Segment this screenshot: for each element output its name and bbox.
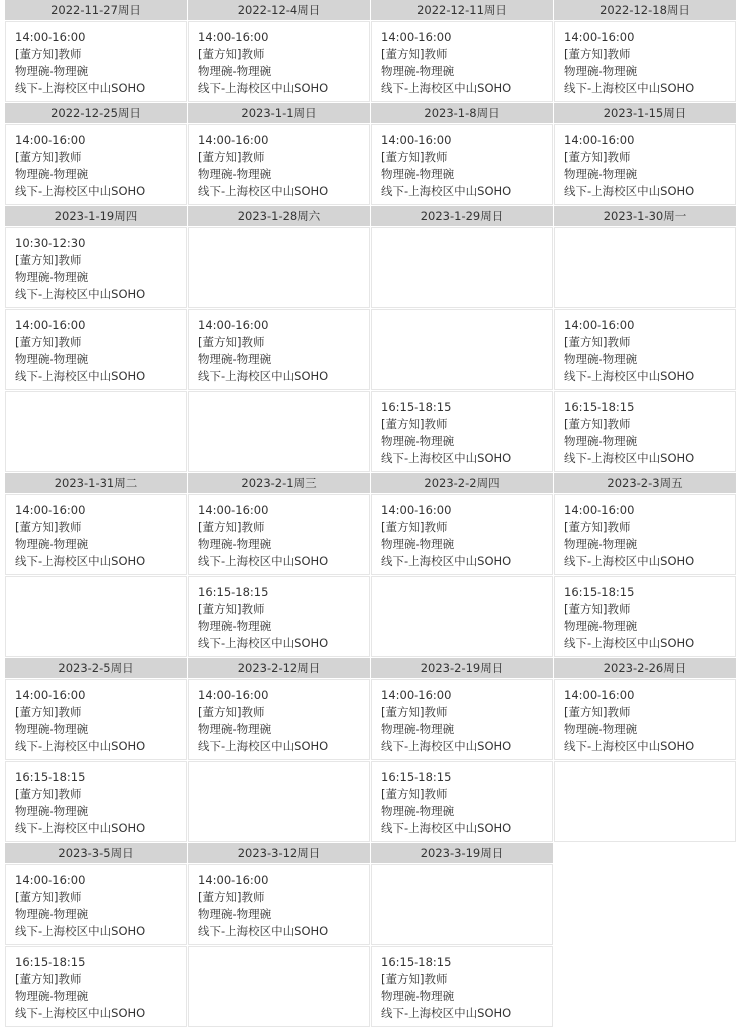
schedule-slot <box>371 576 553 657</box>
teacher-name: [董方知]教师 <box>381 787 448 801</box>
schedule-slot <box>5 679 187 760</box>
course-name: 物理碗-物理碗 <box>381 64 455 78</box>
course-name: 物理碗-物理碗 <box>564 434 638 448</box>
date-header: 2022-12-4周日 <box>188 0 370 20</box>
schedule-slot <box>554 124 736 205</box>
session-time: 14:00-16:00 <box>198 30 269 44</box>
course-name: 物理碗-物理碗 <box>198 537 272 551</box>
schedule-slot <box>188 309 370 390</box>
date-header: 2023-1-8周日 <box>371 103 553 123</box>
session-time: 16:15-18:15 <box>198 585 269 599</box>
location: 线下-上海校区中山SOHO <box>198 369 329 383</box>
session-time: 16:15-18:15 <box>564 400 635 414</box>
course-name: 物理碗-物理碗 <box>564 537 638 551</box>
schedule-slot <box>371 391 553 472</box>
schedule-slot <box>5 21 187 102</box>
session-time: 14:00-16:00 <box>564 688 635 702</box>
session-time: 14:00-16:00 <box>198 133 269 147</box>
location: 线下-上海校区中山SOHO <box>564 369 695 383</box>
teacher-name: [董方知]教师 <box>198 47 265 61</box>
course-name: 物理碗-物理碗 <box>15 722 89 736</box>
schedule-slot <box>188 946 370 1027</box>
schedule-slot <box>554 679 736 760</box>
schedule-slot <box>371 946 553 1027</box>
location: 线下-上海校区中山SOHO <box>198 739 329 753</box>
session-time: 10:30-12:30 <box>15 236 86 250</box>
location: 线下-上海校区中山SOHO <box>15 287 146 301</box>
location: 线下-上海校区中山SOHO <box>564 81 695 95</box>
session-time: 14:00-16:00 <box>564 133 635 147</box>
schedule-slot <box>188 761 370 842</box>
location: 线下-上海校区中山SOHO <box>564 636 695 650</box>
session-time: 16:15-18:15 <box>381 770 452 784</box>
session-time: 14:00-16:00 <box>15 318 86 332</box>
session-time: 14:00-16:00 <box>564 318 635 332</box>
session-time: 14:00-16:00 <box>198 318 269 332</box>
teacher-name: [董方知]教师 <box>198 520 265 534</box>
location: 线下-上海校区中山SOHO <box>564 451 695 465</box>
teacher-name: [董方知]教师 <box>15 253 82 267</box>
date-header: 2023-2-3周五 <box>554 473 736 493</box>
course-name: 物理碗-物理碗 <box>15 537 89 551</box>
teacher-name: [董方知]教师 <box>198 602 265 616</box>
schedule-slot <box>554 21 736 102</box>
date-header: 2023-2-5周日 <box>5 658 187 678</box>
teacher-name: [董方知]教师 <box>381 520 448 534</box>
teacher-name: [董方知]教师 <box>381 47 448 61</box>
course-name: 物理碗-物理碗 <box>198 64 272 78</box>
location: 线下-上海校区中山SOHO <box>564 184 695 198</box>
date-header: 2023-2-2周四 <box>371 473 553 493</box>
schedule-slot <box>371 864 553 945</box>
course-name: 物理碗-物理碗 <box>15 270 89 284</box>
schedule-slot <box>5 946 187 1027</box>
date-header: 2023-1-28周六 <box>188 206 370 226</box>
schedule-slot <box>188 227 370 308</box>
location: 线下-上海校区中山SOHO <box>15 924 146 938</box>
teacher-name: [董方知]教师 <box>15 520 82 534</box>
session-time: 16:15-18:15 <box>381 955 452 969</box>
location: 线下-上海校区中山SOHO <box>564 739 695 753</box>
schedule-slot <box>188 864 370 945</box>
schedule-slot <box>5 227 187 308</box>
teacher-name: [董方知]教师 <box>198 335 265 349</box>
schedule-slot <box>188 21 370 102</box>
teacher-name: [董方知]教师 <box>15 150 82 164</box>
teacher-name: [董方知]教师 <box>198 705 265 719</box>
date-header: 2023-3-12周日 <box>188 843 370 863</box>
course-name: 物理碗-物理碗 <box>15 352 89 366</box>
location: 线下-上海校区中山SOHO <box>381 184 512 198</box>
session-time: 14:00-16:00 <box>15 873 86 887</box>
session-time: 16:15-18:15 <box>564 585 635 599</box>
location: 线下-上海校区中山SOHO <box>198 636 329 650</box>
course-name: 物理碗-物理碗 <box>381 537 455 551</box>
location: 线下-上海校区中山SOHO <box>381 81 512 95</box>
date-header: 2023-2-1周三 <box>188 473 370 493</box>
schedule-slot <box>554 309 736 390</box>
date-header: 2022-12-18周日 <box>554 0 736 20</box>
session-time: 14:00-16:00 <box>198 873 269 887</box>
schedule-slot <box>371 227 553 308</box>
date-header: 2023-1-30周一 <box>554 206 736 226</box>
session-time: 14:00-16:00 <box>198 503 269 517</box>
date-header: 2023-1-29周日 <box>371 206 553 226</box>
course-name: 物理碗-物理碗 <box>564 64 638 78</box>
location: 线下-上海校区中山SOHO <box>15 554 146 568</box>
course-name: 物理碗-物理碗 <box>564 352 638 366</box>
course-name: 物理碗-物理碗 <box>198 907 272 921</box>
schedule-slot <box>5 124 187 205</box>
teacher-name: [董方知]教师 <box>564 602 631 616</box>
schedule-slot <box>371 761 553 842</box>
course-name: 物理碗-物理碗 <box>15 907 89 921</box>
schedule-slot <box>5 391 187 472</box>
location: 线下-上海校区中山SOHO <box>381 1006 512 1020</box>
session-time: 14:00-16:00 <box>198 688 269 702</box>
teacher-name: [董方知]教师 <box>381 417 448 431</box>
teacher-name: [董方知]教师 <box>15 972 82 986</box>
course-name: 物理碗-物理碗 <box>381 434 455 448</box>
location: 线下-上海校区中山SOHO <box>15 369 146 383</box>
course-name: 物理碗-物理碗 <box>564 619 638 633</box>
course-name: 物理碗-物理碗 <box>198 352 272 366</box>
session-time: 14:00-16:00 <box>381 133 452 147</box>
location: 线下-上海校区中山SOHO <box>198 184 329 198</box>
schedule-slot <box>5 576 187 657</box>
schedule-slot <box>554 227 736 308</box>
schedule-slot <box>371 309 553 390</box>
teacher-name: [董方知]教师 <box>15 335 82 349</box>
course-name: 物理碗-物理碗 <box>15 804 89 818</box>
session-time: 14:00-16:00 <box>381 30 452 44</box>
date-header: 2023-2-26周日 <box>554 658 736 678</box>
course-name: 物理碗-物理碗 <box>381 167 455 181</box>
date-header: 2022-12-25周日 <box>5 103 187 123</box>
session-time: 14:00-16:00 <box>15 133 86 147</box>
location: 线下-上海校区中山SOHO <box>15 184 146 198</box>
date-header: 2023-3-19周日 <box>371 843 553 863</box>
teacher-name: [董方知]教师 <box>15 890 82 904</box>
location: 线下-上海校区中山SOHO <box>15 81 146 95</box>
session-time: 16:15-18:15 <box>15 955 86 969</box>
schedule-slot <box>554 576 736 657</box>
location: 线下-上海校区中山SOHO <box>564 554 695 568</box>
session-time: 14:00-16:00 <box>15 30 86 44</box>
course-name: 物理碗-物理碗 <box>198 619 272 633</box>
date-header: 2022-11-27周日 <box>5 0 187 20</box>
date-header: 2023-2-19周日 <box>371 658 553 678</box>
course-name: 物理碗-物理碗 <box>15 64 89 78</box>
date-header: 2022-12-11周日 <box>371 0 553 20</box>
location: 线下-上海校区中山SOHO <box>198 924 329 938</box>
teacher-name: [董方知]教师 <box>564 335 631 349</box>
teacher-name: [董方知]教师 <box>564 150 631 164</box>
location: 线下-上海校区中山SOHO <box>381 554 512 568</box>
course-name: 物理碗-物理碗 <box>15 167 89 181</box>
date-header: 2023-1-19周四 <box>5 206 187 226</box>
session-time: 16:15-18:15 <box>381 400 452 414</box>
teacher-name: [董方知]教师 <box>15 47 82 61</box>
location: 线下-上海校区中山SOHO <box>381 821 512 835</box>
course-name: 物理碗-物理碗 <box>198 167 272 181</box>
course-name: 物理碗-物理碗 <box>381 722 455 736</box>
location: 线下-上海校区中山SOHO <box>381 739 512 753</box>
location: 线下-上海校区中山SOHO <box>198 81 329 95</box>
location: 线下-上海校区中山SOHO <box>381 451 512 465</box>
schedule-slot <box>188 391 370 472</box>
session-time: 14:00-16:00 <box>15 503 86 517</box>
teacher-name: [董方知]教师 <box>381 705 448 719</box>
session-time: 16:15-18:15 <box>15 770 86 784</box>
course-name: 物理碗-物理碗 <box>564 167 638 181</box>
teacher-name: [董方知]教师 <box>198 150 265 164</box>
schedule-slot <box>188 124 370 205</box>
date-header: 2023-1-15周日 <box>554 103 736 123</box>
course-name: 物理碗-物理碗 <box>15 989 89 1003</box>
teacher-name: [董方知]教师 <box>381 972 448 986</box>
course-name: 物理碗-物理碗 <box>564 722 638 736</box>
course-name: 物理碗-物理碗 <box>381 989 455 1003</box>
date-header: 2023-3-5周日 <box>5 843 187 863</box>
course-name: 物理碗-物理碗 <box>381 804 455 818</box>
teacher-name: [董方知]教师 <box>15 705 82 719</box>
schedule-slot <box>5 494 187 575</box>
date-header: 2023-1-31周二 <box>5 473 187 493</box>
session-time: 14:00-16:00 <box>381 688 452 702</box>
teacher-name: [董方知]教师 <box>564 47 631 61</box>
schedule-slot <box>5 761 187 842</box>
teacher-name: [董方知]教师 <box>564 705 631 719</box>
schedule-slot <box>554 761 736 842</box>
session-time: 14:00-16:00 <box>564 30 635 44</box>
schedule-slot <box>554 494 736 575</box>
schedule-slot <box>371 494 553 575</box>
schedule-slot <box>5 309 187 390</box>
schedule-slot <box>371 124 553 205</box>
teacher-name: [董方知]教师 <box>564 520 631 534</box>
schedule-slot <box>188 679 370 760</box>
schedule-slot <box>371 21 553 102</box>
session-time: 14:00-16:00 <box>15 688 86 702</box>
teacher-name: [董方知]教师 <box>198 890 265 904</box>
session-time: 14:00-16:00 <box>381 503 452 517</box>
schedule-slot <box>188 576 370 657</box>
date-header: 2023-2-12周日 <box>188 658 370 678</box>
teacher-name: [董方知]教师 <box>381 150 448 164</box>
teacher-name: [董方知]教师 <box>15 787 82 801</box>
schedule-slot <box>188 494 370 575</box>
schedule-slot <box>554 391 736 472</box>
schedule-slot <box>5 864 187 945</box>
location: 线下-上海校区中山SOHO <box>15 1006 146 1020</box>
location: 线下-上海校区中山SOHO <box>15 821 146 835</box>
teacher-name: [董方知]教师 <box>564 417 631 431</box>
course-name: 物理碗-物理碗 <box>198 722 272 736</box>
session-time: 14:00-16:00 <box>564 503 635 517</box>
location: 线下-上海校区中山SOHO <box>15 739 146 753</box>
date-header: 2023-1-1周日 <box>188 103 370 123</box>
schedule-slot <box>371 679 553 760</box>
location: 线下-上海校区中山SOHO <box>198 554 329 568</box>
